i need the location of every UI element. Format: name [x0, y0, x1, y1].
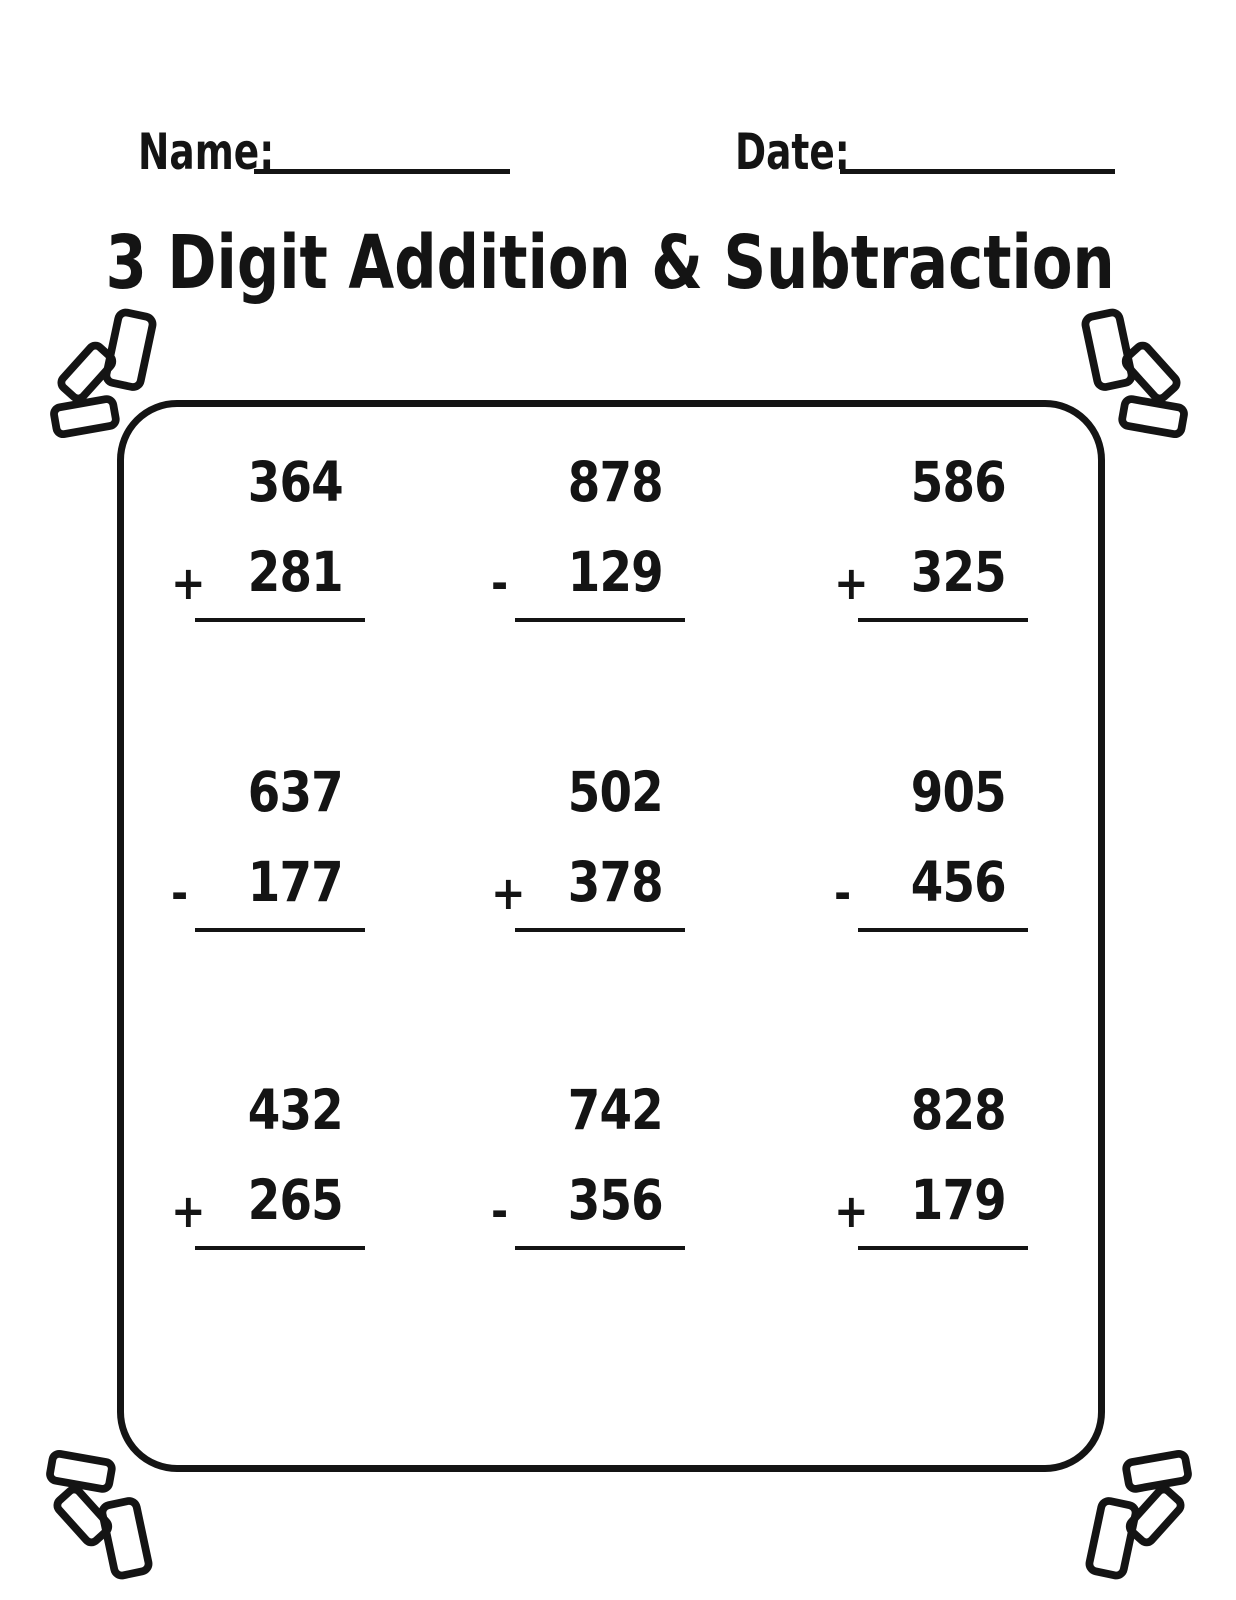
answer-space[interactable] — [858, 622, 1028, 682]
bottom-operand: 378 — [567, 850, 663, 914]
problem-bottom-row — [491, 540, 685, 622]
top-operand: 432 — [247, 1078, 343, 1142]
top-operand: 364 — [247, 450, 343, 514]
top-operand: 828 — [910, 1078, 1006, 1142]
top-operand: 742 — [567, 1078, 663, 1142]
bottom-operand: 356 — [567, 1168, 663, 1232]
problem-bottom-row — [834, 540, 1028, 622]
problem — [834, 1078, 1028, 1310]
bottom-operand: 177 — [247, 850, 343, 914]
answer-space[interactable] — [195, 932, 365, 992]
bottom-operand: 129 — [567, 540, 663, 604]
top-operand: 502 — [567, 760, 663, 824]
problem — [491, 1078, 685, 1310]
answer-space[interactable] — [858, 932, 1028, 992]
date-label: Date: — [735, 123, 850, 181]
operator: + — [834, 556, 869, 610]
answer-space[interactable] — [858, 1250, 1028, 1310]
operator: - — [834, 866, 852, 920]
problem-bottom-row — [171, 1168, 365, 1250]
problem-bottom-row — [834, 1168, 1028, 1250]
bottom-operand: 281 — [247, 540, 343, 604]
problem-bottom-row — [834, 850, 1028, 932]
top-operand: 878 — [567, 450, 663, 514]
burst-icon — [1066, 1446, 1192, 1582]
problem — [491, 760, 685, 992]
bottom-operand: 325 — [910, 540, 1006, 604]
date-blank[interactable] — [840, 169, 1115, 174]
answer-space[interactable] — [195, 1250, 365, 1310]
name-blank[interactable] — [254, 169, 510, 174]
operator: - — [491, 1184, 509, 1238]
bottom-operand: 265 — [247, 1168, 343, 1232]
operator: - — [491, 556, 509, 610]
operator: - — [171, 866, 189, 920]
problem — [171, 760, 365, 992]
page-title: 3 Digit Addition & Subtraction — [105, 220, 1115, 306]
problem — [171, 1078, 365, 1310]
bottom-operand: 456 — [910, 850, 1006, 914]
problem-bottom-row — [171, 850, 365, 932]
problem — [491, 450, 685, 682]
answer-space[interactable] — [515, 932, 685, 992]
top-operand: 905 — [910, 760, 1006, 824]
problem-bottom-row — [491, 1168, 685, 1250]
operator: + — [491, 866, 526, 920]
problem — [834, 450, 1028, 682]
name-label: Name: — [138, 123, 275, 181]
operator: + — [171, 1184, 206, 1238]
operator: + — [171, 556, 206, 610]
bottom-operand: 179 — [910, 1168, 1006, 1232]
problems-panel — [117, 400, 1105, 1472]
problem-bottom-row — [491, 850, 685, 932]
problem — [171, 450, 365, 682]
answer-space[interactable] — [195, 622, 365, 682]
top-operand: 637 — [247, 760, 343, 824]
operator: + — [834, 1184, 869, 1238]
answer-space[interactable] — [515, 622, 685, 682]
top-operand: 586 — [910, 450, 1006, 514]
problem — [834, 760, 1028, 992]
answer-space[interactable] — [515, 1250, 685, 1310]
problem-bottom-row — [171, 540, 365, 622]
